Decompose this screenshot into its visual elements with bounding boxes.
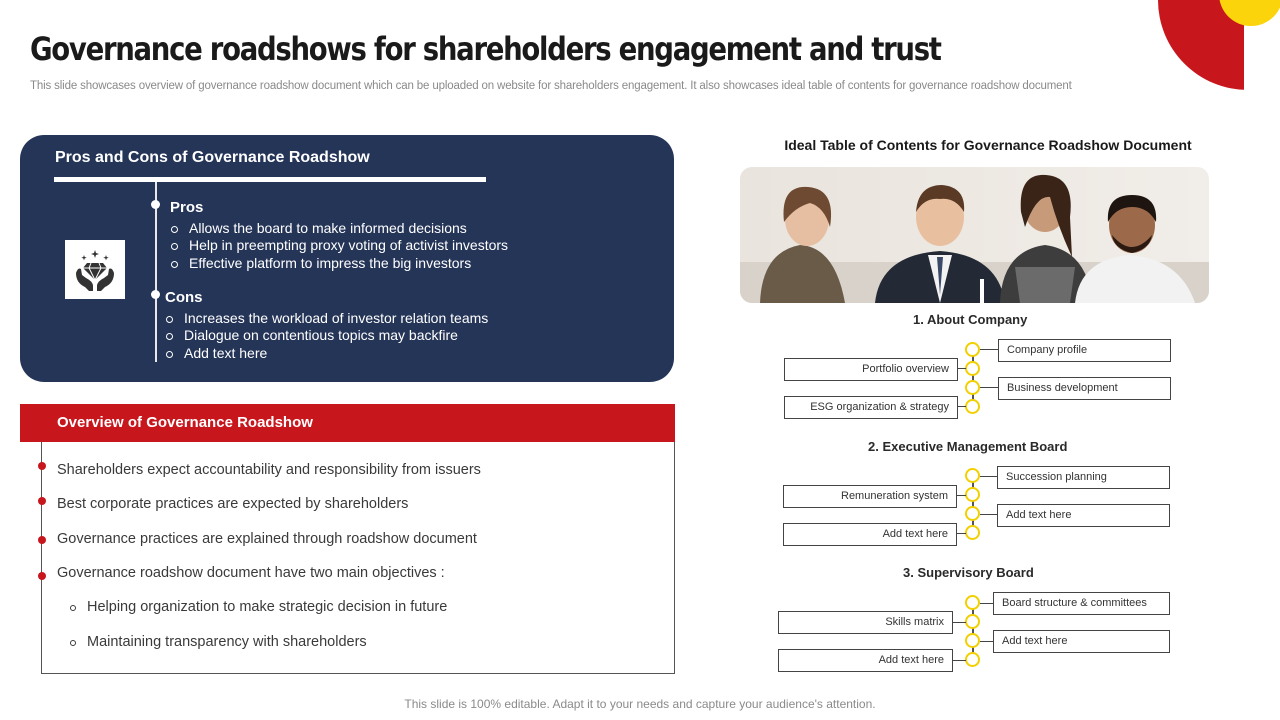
sub-bullet xyxy=(70,640,76,646)
toc-section-1-label: 1. About Company xyxy=(913,312,1028,327)
page-title: Governance roadshows for shareholders engagement and trust xyxy=(30,30,941,68)
pros-cons-title: Pros and Cons of Governance Roadshow xyxy=(55,149,370,166)
diamond-in-hands-icon xyxy=(65,240,125,299)
toc-item: Board structure & committees xyxy=(993,592,1170,615)
toc-section-3-label: 3. Supervisory Board xyxy=(903,565,1034,580)
toc-title: Ideal Table of Contents for Governance Roadshow Document xyxy=(784,137,1192,153)
bullet-dot xyxy=(38,497,46,505)
toc-item: Remuneration system xyxy=(783,485,957,508)
pros-item: Allows the board to make informed decisions xyxy=(170,220,508,237)
pros-heading: Pros xyxy=(170,199,204,216)
toc-node xyxy=(965,468,980,483)
timeline-node-cons xyxy=(151,290,160,299)
page-subtitle: This slide showcases overview of governance roadshow document which can be uploaded on website for shareholders engagement. It also showcases ideal table of contents for governance roadshow document xyxy=(30,80,1072,92)
footer-note: This slide is 100% editable. Adapt it to your needs and capture your audience's attention. xyxy=(404,697,876,711)
toc-node xyxy=(965,342,980,357)
toc-node xyxy=(965,487,980,502)
overview-item: Governance roadshow document have two main objectives : xyxy=(57,565,445,581)
pros-item: Effective platform to impress the big investors xyxy=(170,255,508,272)
toc-node xyxy=(965,525,980,540)
pros-item: Help in preempting proxy voting of activist investors xyxy=(170,237,508,254)
bullet-dot xyxy=(38,572,46,580)
timeline-line xyxy=(155,182,157,362)
toc-item: Succession planning xyxy=(997,466,1170,489)
toc-item: Portfolio overview xyxy=(784,358,958,381)
cons-item: Add text here xyxy=(165,345,488,362)
sub-bullet xyxy=(70,605,76,611)
toc-node xyxy=(965,633,980,648)
toc-item: Add text here xyxy=(778,649,953,672)
toc-section-2-label: 2. Executive Management Board xyxy=(868,439,1068,454)
bullet-dot xyxy=(38,536,46,544)
cons-list xyxy=(165,310,488,362)
cons-heading: Cons xyxy=(165,289,203,306)
bullet-dot xyxy=(38,462,46,470)
overview-sub-item: Helping organization to make strategic decision in future xyxy=(87,599,448,615)
overview-item: Best corporate practices are expected by shareholders xyxy=(57,496,409,512)
toc-node xyxy=(965,361,980,376)
toc-item: Add text here xyxy=(783,523,957,546)
panel-underline xyxy=(54,177,486,182)
toc-item: Skills matrix xyxy=(778,611,953,634)
overview-item: Shareholders expect accountability and responsibility from issuers xyxy=(57,462,481,478)
toc-node xyxy=(965,380,980,395)
toc-node xyxy=(965,506,980,521)
toc-item: Add text here xyxy=(993,630,1170,653)
cons-item: Increases the workload of investor relation teams xyxy=(165,310,488,327)
toc-node xyxy=(965,399,980,414)
overview-item: Governance practices are explained through roadshow document xyxy=(57,531,477,547)
overview-sub-item: Maintaining transparency with shareholders xyxy=(87,634,367,650)
toc-item: Add text here xyxy=(997,504,1170,527)
team-photo xyxy=(740,167,1209,303)
toc-item: ESG organization & strategy xyxy=(784,396,958,419)
toc-node xyxy=(965,652,980,667)
toc-item: Business development xyxy=(998,377,1171,400)
toc-node xyxy=(965,595,980,610)
overview-title: Overview of Governance Roadshow xyxy=(57,414,313,431)
cons-item: Dialogue on contentious topics may backfire xyxy=(165,327,488,344)
timeline-node-pros xyxy=(151,200,160,209)
pros-list xyxy=(170,220,508,272)
toc-item: Company profile xyxy=(998,339,1171,362)
toc-node xyxy=(965,614,980,629)
